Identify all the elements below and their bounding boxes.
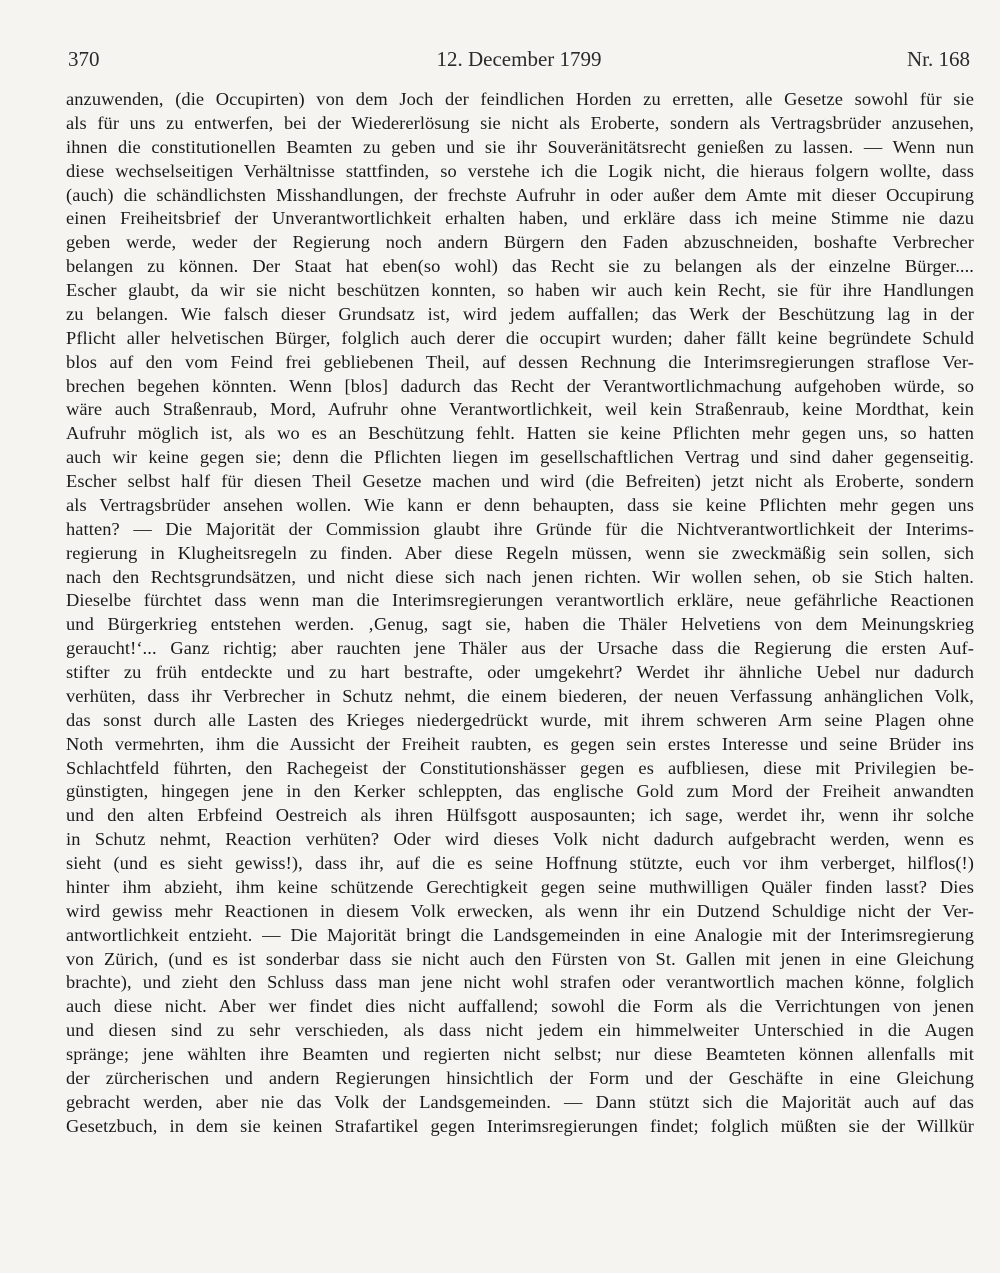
- record-number: Nr. 168: [907, 47, 970, 71]
- text-line: und diesen sind zu sehr verschieden, als dass nicht jedem ein himmelweiter Unterschied in die Augen: [66, 1020, 974, 1041]
- text-line: nach den Rechtsgrundsätzen, und nicht diese sich nach jenen richten. Wir wollen sehen, ob sie Stich halten.: [66, 566, 974, 587]
- text-line: brachte), und zieht den Schluss dass man jene nicht wohl strafen oder verantwortlich machen könne, folglich: [66, 972, 974, 993]
- body-text: [66, 88, 974, 1139]
- text-line: belangen zu können. Der Staat hat eben(so wohl) das Recht sie zu belangen als der einzelne Bürger....: [66, 256, 974, 277]
- text-line: (auch) die schändlichsten Misshandlungen, der frechste Aufruhr in oder außer dem Amte mit dieser Occupirung: [66, 184, 974, 205]
- text-line: Noth vermehrten, ihm die Aussicht der Freiheit raubten, es gegen sein erstes Interesse und seine Brüder ins: [66, 733, 974, 754]
- text-line: Aufruhr möglich ist, als wo es an Beschützung fehlt. Hatten sie keine Pflichten mehr gegen uns, so hatten: [66, 423, 974, 444]
- text-line: als Vertragsbrüder ansehen wollen. Wie kann er denn behaupten, dass sie keine Pflichten mehr gegen uns: [66, 494, 974, 515]
- text-line: in Schutz nehmt, Reaction verhüten? Oder wird dieses Volk nicht dadurch aufgebracht werden, wenn es: [66, 829, 974, 850]
- text-line: ihnen die constitutionellen Beamten zu geben und sie ihr Souveränitätsrecht genießen zu lassen. — Wenn nun: [66, 136, 974, 157]
- text-line: und Bürgerkrieg entstehen werden. ‚Genug, sagt sie, haben die Thäler Helvetiens von dem Meinungskrieg: [66, 614, 974, 635]
- text-line: Gesetzbuch, in dem sie keinen Strafartikel gegen Interimsregierungen findet; folglich müßten sie der Willkür: [66, 1115, 974, 1136]
- text-line: blos auf den vom Feind frei gebliebenen Theil, auf dessen Rechnung die Interimsregierungen straflose Ver-: [66, 351, 974, 372]
- text-line: hatten? — Die Majorität der Commission glaubt ihre Gründe für die Nichtverantwortlichkeit der Interims-: [66, 518, 974, 539]
- text-line: wird gewiss mehr Reactionen in diesem Volk erwecken, als wenn ihr ein Dutzend Schuldige nicht der Ver-: [66, 900, 974, 921]
- text-line: regierung in Klugheitsregeln zu finden. Aber diese Regeln müssen, wenn sie zweckmäßig sein sollen, sich: [66, 542, 974, 563]
- text-line: einen Freiheitsbrief der Unverantwortlichkeit erhalten haben, und erkläre dass ich meine Stimme nie dazu: [66, 208, 974, 229]
- text-line: sieht (und es sieht gewiss!), dass ihr, auf die es seine Hoffnung stützte, euch vor ihm verberget, hilflos(!): [66, 853, 974, 873]
- text-line: Schlachtfeld führten, den Rachegeist der Constitutionshässer gegen es aufbliesen, diese mit Privilegien be-: [66, 757, 974, 778]
- text-line: zu belangen. Wie falsch dieser Grundsatz ist, wird jedem auffallen; das Werk der Beschützung lag in der: [66, 303, 974, 324]
- running-header: [68, 42, 970, 76]
- text-line: von Zürich, (und es ist sonderbar dass sie nicht auch den Fürsten von St. Gallen mit jenen in eine Gleichung: [66, 948, 974, 969]
- header-date: 12. December 1799: [436, 47, 602, 71]
- text-line: auch diese nicht. Aber wer findet dies nicht auffallend; sowohl die Form als die Verrichtungen von jenen: [66, 996, 974, 1017]
- text-line: brechen begehen könnten. Wenn [blos] dadurch das Recht der Verantwortlichmachung aufgehoben würde, so: [66, 375, 974, 396]
- text-line: spränge; jene wählten ihre Beamten und regierten nicht selbst; nur diese Beamteten können allenfalls mit: [66, 1044, 974, 1064]
- text-line: diese wechselseitigen Verhältnisse stattfinden, so verstehe ich die Logik nicht, die hieraus folgern wollte, dass: [66, 160, 974, 181]
- text-line: Escher glaubt, da wir sie nicht beschützen konnten, so haben wir auch kein Recht, sie für ihre Handlungen: [66, 280, 974, 300]
- text-line: und den alten Erbfeind Oestreich als ihren Hülfsgott ausposaunten; ich sage, werdet ihr, wenn ihr solche: [66, 805, 974, 826]
- text-line: der zürcherischen und andern Regierungen hinsichtlich der Form und der Geschäfte in eine Gleichung: [66, 1067, 974, 1088]
- text-line: verhüten, dass ihr Verbrecher in Schutz nehmt, die einem biederen, der neuen Verfassung anhänglichen Volk,: [66, 685, 974, 706]
- text-line: hinter ihm abzieht, ihm keine schützende Gerechtigkeit gegen seine muthwilligen Quäler finden lasst? Dies: [66, 876, 974, 897]
- text-line: antwortlichkeit entzieht. — Die Majorität bringt die Landsgemeinden in eine Analogie mit der Interimsregierung: [66, 924, 974, 945]
- text-line: geraucht!‘... Ganz richtig; aber rauchten jene Thäler aus der Ursache dass die Regierung die ersten Auf-: [66, 638, 974, 659]
- text-line: Escher selbst half für diesen Theil Gesetze machen und wird (die Befreiten) jetzt nicht als Eroberte, sondern: [66, 471, 974, 491]
- text-line: Dieselbe fürchtet dass wenn man die Interimsregierungen verantwortlich erkläre, neue gefährliche Reactionen: [66, 590, 974, 611]
- text-line: als für uns zu entwerfen, bei der Wiedererlösung sie nicht als Eroberte, sondern als Vertragsbrüder anzusehen,: [66, 112, 974, 133]
- text-line: auch wir keine gegen sie; denn die Pflichten liegen im gesellschaftlichen Vertrag und sind daher gegenseitig.: [66, 447, 974, 468]
- text-line: gebracht werden, aber nie das Volk der Landsgemeinden. — Dann stützt sich die Majorität auch auf das: [66, 1091, 974, 1112]
- text-line: anzuwenden, (die Occupirten) von dem Joch der feindlichen Horden zu erretten, alle Gesetze sowohl für sie: [66, 89, 974, 109]
- page-number: 370: [68, 47, 100, 71]
- text-line: günstigten, hingegen jene in den Kerker schleppten, das englische Gold zum Mord der Freiheit anwandten: [66, 781, 974, 802]
- text-line: das sonst durch alle Lasten des Krieges niedergedrückt wurde, mit ihrem schweren Arm seine Plagen ohne: [66, 709, 974, 730]
- text-line: stifter zu früh entdeckte und zu hart bestrafte, oder umgekehrt? Werdet ihr ähnliche Uebel nur dadurch: [66, 662, 974, 682]
- text-line: geben werde, weder der Regierung noch andern Bürgern den Faden abzuschneiden, boshafte Verbrecher: [66, 232, 974, 253]
- text-line: Pflicht aller helvetischen Bürger, folglich auch derer die occupirt wurden; daher fällt keine begründete Schuld: [66, 327, 974, 348]
- text-line: wäre auch Straßenraub, Mord, Aufruhr ohne Verantwortlichkeit, weil kein Straßenraub, keine Mordthat, kein: [66, 399, 974, 420]
